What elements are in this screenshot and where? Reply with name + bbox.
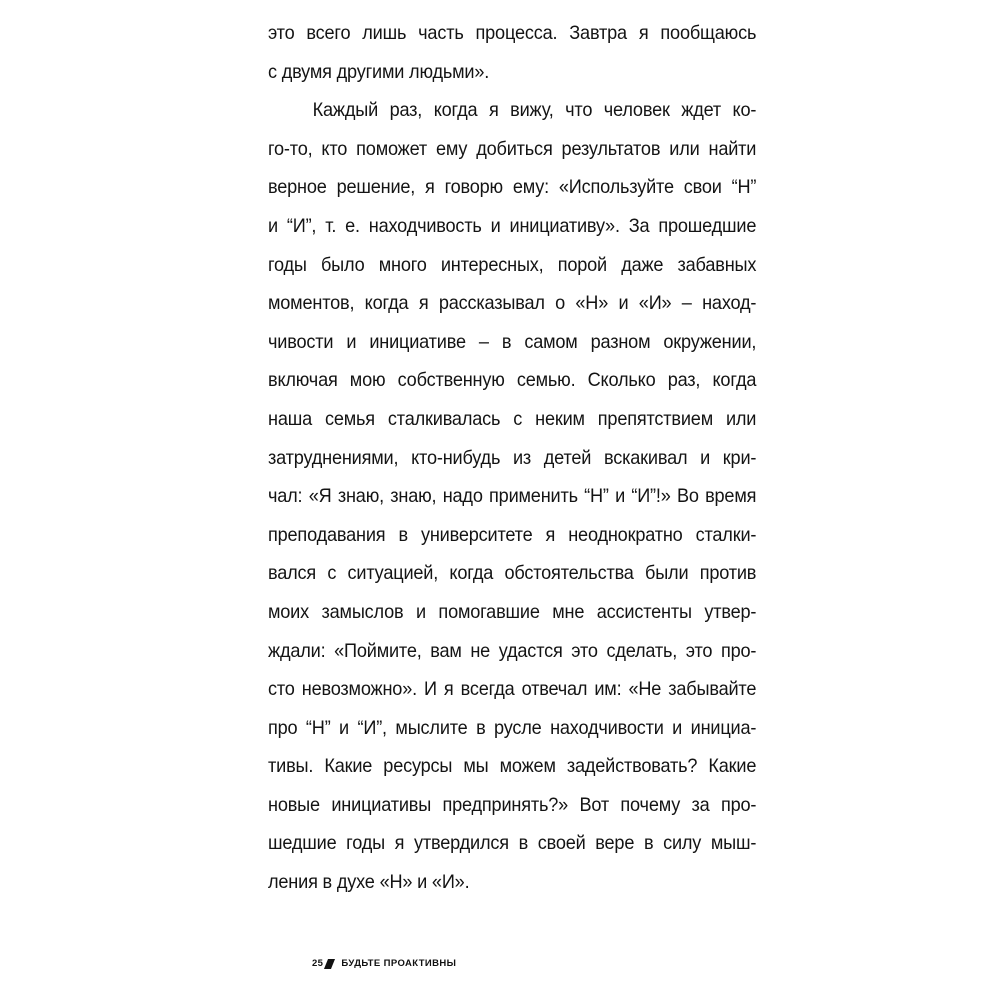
text-line: верное решение, я говорю ему: «Используйте свои “Н”	[268, 176, 757, 199]
text-line: про “Н” и “И”, мыслите в русле находчивости и инициа-	[268, 716, 757, 739]
text-line: чал: «Я знаю, знаю, надо применить “Н” и “И”!» Во время	[268, 485, 757, 508]
text-line: моих замыслов и помогавшие мне ассистенты утвер-	[268, 600, 757, 623]
text-line: наша семья сталкивалась с неким препятствием или	[268, 407, 757, 430]
text-line: новые инициативы предпринять?» Вот почему за про-	[268, 793, 757, 816]
page-number: 25	[312, 958, 324, 969]
text-line: чивости и инициативе – в самом разном окружении,	[268, 330, 757, 353]
text-line-paragraph-start: Каждый раз, когда я вижу, что человек ждет ко-	[312, 99, 757, 122]
text-line: преподавания в университете я неоднократно сталки-	[268, 523, 757, 546]
text-line: го-то, кто поможет ему добиться результатов или найти	[268, 137, 757, 160]
text-line: и “И”, т. е. находчивость и инициативу». За прошедшие	[268, 214, 757, 237]
slash-icon	[324, 959, 335, 969]
body-text	[268, 14, 756, 902]
text-line: шедшие годы я утвердился в своей вере в силу мыш-	[268, 832, 757, 855]
text-line: годы было много интересных, порой даже забавных	[268, 253, 757, 276]
text-line: тивы. Какие ресурсы мы можем задействовать? Какие	[268, 755, 757, 778]
text-line: вался с ситуацией, когда обстоятельства были против	[268, 562, 757, 585]
running-title: БУДЬТЕ ПРОАКТИВНЫ	[341, 958, 457, 969]
text-line: моментов, когда я рассказывал о «Н» и «И» – наход-	[268, 292, 757, 315]
page-footer	[312, 958, 456, 969]
text-line: ления в духе «Н» и «И».	[268, 871, 470, 894]
text-line: включая мою собственную семью. Сколько раз, когда	[268, 369, 757, 392]
text-line: это всего лишь часть процесса. Завтра я пообщаюсь	[268, 22, 757, 44]
text-line: затруднениями, кто-нибудь из детей вскакивал и кри-	[268, 446, 757, 469]
text-line: сто невозможно». И я всегда отвечал им: «Не забывайте	[268, 678, 757, 701]
text-line: с двумя другими людьми».	[268, 60, 490, 83]
text-line: ждали: «Поймите, вам не удастся это сделать, это про-	[268, 639, 757, 662]
